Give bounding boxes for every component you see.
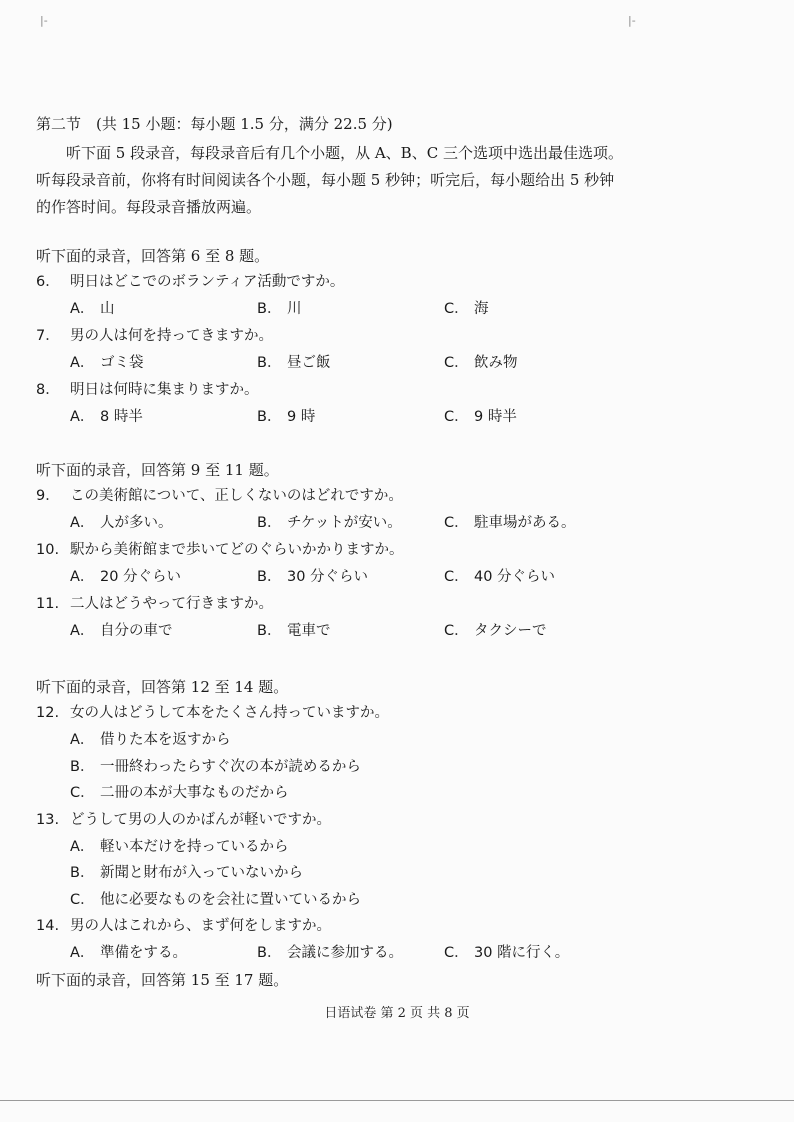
option-letter: A．: [70, 732, 95, 748]
question-number: 12.: [36, 705, 60, 721]
options-row: [36, 564, 756, 591]
option-c[interactable]: [444, 510, 631, 537]
option-c[interactable]: [444, 940, 631, 967]
question-number: 8．: [36, 382, 60, 398]
options-row: [36, 940, 756, 967]
instruction-line: 听每段录音前，你将有时间阅读各个小题，每小题 5 秒钟；听完后，每小题给出 5 秒钟: [36, 171, 615, 189]
option-b[interactable]: [257, 618, 444, 645]
question-number: 11.: [36, 596, 60, 612]
option-text: 9 時: [287, 409, 316, 425]
question-text: どうして男の人のかばんが軽いですか。: [70, 811, 331, 828]
option-text: 30 分ぐらい: [287, 569, 369, 585]
question-number: 7．: [36, 328, 60, 344]
option-a[interactable]: [70, 940, 257, 967]
option-letter: B．: [257, 569, 282, 585]
option-letter: C．: [444, 355, 469, 371]
question-9: [36, 483, 756, 510]
question-10: [36, 537, 756, 564]
option-text: 新聞と財布が入っていないから: [100, 865, 303, 881]
question-6: [36, 269, 756, 296]
option-b[interactable]: [257, 296, 444, 323]
option-letter: C．: [444, 569, 469, 585]
question-7: [36, 323, 756, 350]
option-c[interactable]: [444, 404, 631, 431]
option-letter: C．: [444, 301, 469, 317]
option-text: 昼ご飯: [287, 355, 331, 371]
option-a[interactable]: [70, 404, 257, 431]
question-text: 明日は何時に集まりますか。: [70, 382, 259, 398]
group-header-15-17: 听下面的录音，回答第 15 至 17 题。: [36, 971, 289, 989]
option-letter: C．: [444, 945, 469, 961]
option-text: 他に必要なものを会社に置いているから: [100, 891, 361, 908]
section-title: 第二节 (共 15 小题：每小题 1.5 分，满分 22.5 分): [36, 115, 393, 133]
option-c[interactable]: [36, 780, 756, 807]
option-letter: B．: [257, 301, 282, 317]
option-c[interactable]: [36, 887, 756, 914]
option-b[interactable]: [257, 350, 444, 377]
option-b[interactable]: [257, 404, 444, 431]
option-letter: C．: [70, 891, 95, 908]
group-header: 听下面的录音，回答第 9 至 11 题。: [36, 461, 279, 479]
option-text: 9 時半: [474, 409, 517, 425]
question-12: [36, 700, 756, 727]
option-letter: C．: [444, 409, 469, 425]
option-text: 電車で: [287, 623, 331, 639]
option-b[interactable]: [36, 754, 756, 781]
option-text: 二冊の本が大事なものだから: [100, 785, 289, 801]
option-text: 自分の車で: [100, 623, 173, 639]
option-letter: C．: [444, 515, 469, 531]
option-letter: A．: [70, 409, 95, 425]
question-text: この美術館について、正しくないのはどれですか。: [70, 488, 403, 504]
option-letter: A．: [70, 301, 95, 317]
option-text: 会議に参加する。: [287, 945, 403, 961]
question-group-9-11: [36, 457, 756, 645]
option-letter: A．: [70, 355, 95, 371]
option-letter: A．: [70, 569, 95, 585]
options-row: [36, 350, 756, 377]
option-text: 30 階に行く。: [474, 945, 570, 961]
option-a[interactable]: [70, 296, 257, 323]
question-text: 男の人は何を持ってきますか。: [70, 328, 273, 344]
option-letter: B．: [257, 409, 282, 425]
option-b[interactable]: [257, 510, 444, 537]
option-text: タクシーで: [474, 623, 547, 639]
option-letter: A．: [70, 515, 95, 531]
option-text: 飲み物: [474, 355, 518, 371]
option-letter: B．: [70, 758, 95, 775]
option-letter: B．: [257, 355, 282, 371]
options-row: [36, 618, 756, 645]
instruction-line: 的作答时间。每段录音播放两遍。: [36, 198, 262, 216]
option-letter: B．: [257, 515, 282, 531]
question-number: 13.: [36, 811, 60, 828]
option-a[interactable]: [70, 350, 257, 377]
question-group-12-14: [36, 674, 756, 993]
option-a[interactable]: [70, 510, 257, 537]
page-divider: [0, 1100, 794, 1101]
options-row: [36, 510, 756, 537]
question-11: [36, 591, 756, 618]
question-13: [36, 807, 756, 834]
option-a[interactable]: [70, 564, 257, 591]
option-text: 準備をする。: [100, 945, 187, 961]
option-letter: A．: [70, 623, 95, 639]
question-text: 二人はどうやって行きますか。: [70, 596, 273, 612]
option-letter: B．: [257, 623, 282, 639]
question-text: 男の人はこれから、まず何をしますか。: [70, 918, 331, 934]
option-b[interactable]: [257, 564, 444, 591]
option-text: 人が多い。: [100, 515, 173, 531]
option-c[interactable]: [444, 564, 631, 591]
question-text: 女の人はどうして本をたくさん持っていますか。: [70, 705, 389, 721]
option-text: 40 分ぐらい: [474, 569, 556, 585]
options-row: [36, 296, 756, 323]
option-text: 一冊終わったらすぐ次の本が読めるから: [100, 758, 361, 775]
option-c[interactable]: [444, 618, 631, 645]
option-a[interactable]: [36, 834, 756, 861]
option-letter: A．: [70, 838, 95, 855]
group-header: 听下面的录音，回答第 6 至 8 题。: [36, 247, 270, 265]
option-letter: B．: [70, 865, 95, 881]
question-number: 14.: [36, 918, 60, 934]
option-text: 駐車場がある。: [474, 515, 576, 531]
option-a[interactable]: [36, 727, 756, 754]
section-instructions: [36, 140, 656, 221]
option-text: 海: [474, 301, 489, 317]
group-header: 听下面的录音，回答第 12 至 14 题。: [36, 678, 289, 696]
question-text: 明日はどこでのボランティア活動ですか。: [70, 274, 345, 290]
option-text: 川: [287, 301, 302, 317]
option-text: 20 分ぐらい: [100, 569, 182, 585]
question-text: 駅から美術館まで歩いてどのぐらいかかりますか。: [70, 542, 404, 558]
corner-mark-left: |-: [40, 14, 48, 27]
option-text: 借りた本を返すから: [100, 732, 231, 748]
option-a[interactable]: [70, 618, 257, 645]
page-footer: 日语试卷 第 2 页 共 8 页: [324, 1006, 470, 1021]
option-text: 8 時半: [100, 409, 143, 425]
option-text: 山: [100, 301, 115, 317]
option-text: チケットが安い。: [287, 515, 402, 531]
option-b[interactable]: [257, 940, 444, 967]
question-number: 6．: [36, 274, 60, 290]
question-14: [36, 913, 756, 940]
corner-mark-right: |-: [628, 14, 636, 27]
option-c[interactable]: [444, 350, 631, 377]
option-b[interactable]: [36, 860, 756, 887]
option-text: 軽い本だけを持っているから: [100, 838, 289, 855]
options-row: [36, 404, 756, 431]
question-number: 9．: [36, 488, 60, 504]
question-number: 10.: [36, 542, 60, 558]
option-letter: B．: [257, 945, 282, 961]
instruction-line: 听下面 5 段录音，每段录音后有几个小题，从 A、B、C 三个选项中选出最佳选项。: [66, 144, 623, 162]
option-letter: C．: [444, 623, 469, 639]
question-group-6-8: [36, 243, 756, 431]
option-c[interactable]: [444, 296, 631, 323]
option-letter: C．: [70, 785, 95, 801]
option-text: ゴミ袋: [100, 355, 144, 371]
question-8: [36, 377, 756, 404]
option-letter: A．: [70, 945, 95, 961]
